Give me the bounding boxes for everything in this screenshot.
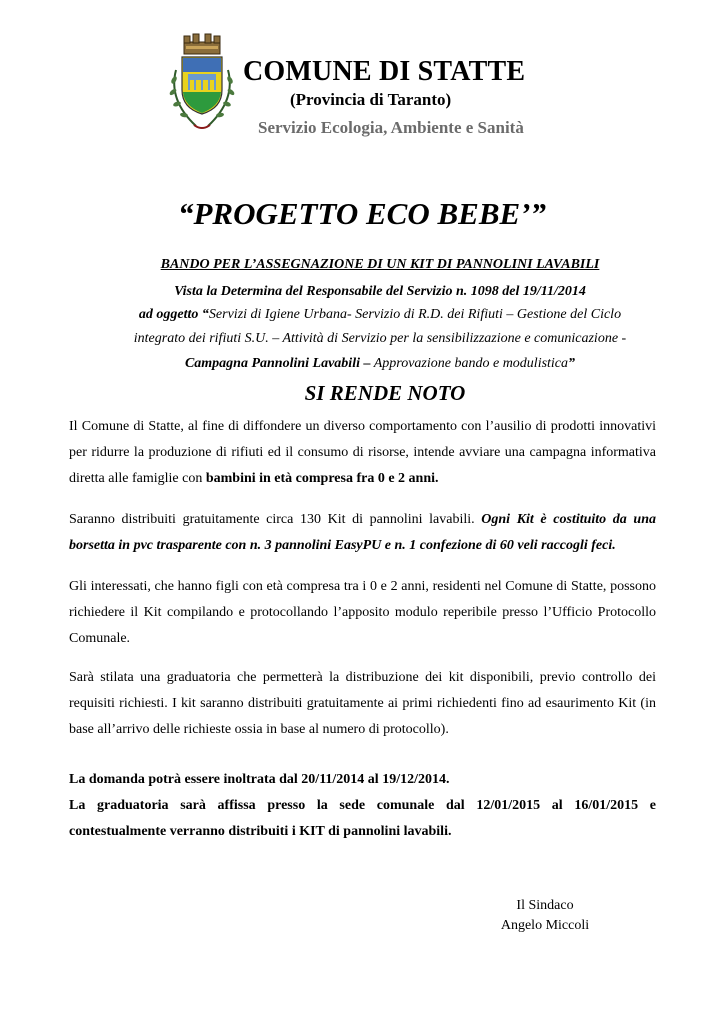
service-name: Servizio Ecologia, Ambiente e Sanità [258,118,524,137]
si-rende-noto-heading: SI RENDE NOTO [304,381,466,405]
signature-block [490,896,600,936]
paragraph-dates [69,767,656,845]
paragraph-intro-bold: bambini in età compresa fra 0 e 2 anni. [205,471,439,486]
municipal-crest-icon [162,30,242,140]
oggetto-text: Servizi di Igiene Urbana- Servizio di R.D. dei Rifiuti – Gestione del Ciclo [208,307,622,322]
paragraph-eligibility: Gli interessati, che hanno figli con età compresa tra i 0 e 2 anni, residenti nel Comune di Statte, possono richiedere il Kit compilando e protocollando l’apposito modulo reperibile presso l’Ufficio Protocollo Comunale. [69,579,656,646]
campagna-line [0,356,724,372]
paragraph-kit-text: Saranno distribuiti gratuitamente circa 130 Kit di pannolini lavabili. [69,512,482,527]
application-dates: La domanda potrà essere inoltrata dal 20/11/2014 al 19/12/2014. [69,772,450,787]
paragraph-intro [69,414,656,492]
oggetto-lead: ad oggetto “ [138,307,209,322]
oggetto-line [0,307,724,323]
municipality-title: COMUNE DI STATTE [243,56,526,87]
paragraph-kit [69,507,656,559]
campagna-text: Approvazione bando e modulistica [370,356,569,371]
campagna-bold: Campagna Pannolini Lavabili – [184,356,371,371]
signature-role: Il Sindaco [516,898,574,913]
signature-name: Angelo Miccoli [500,918,590,933]
paragraph-intro-text: Il Comune di Statte, al fine di diffondere un diverso comportamento con l’ausilio di prodotti innovativi per ridurre la produzione di rifiuti ed il consumo di risorse, intende avviare una campagna informativa diretta alle famiglie con [69,419,656,486]
paragraph-ranking: Sarà stilata una graduatoria che permetterà la distribuzione dei kit disponibili, previo controllo dei requisiti richiesti. I kit saranno distribuiti gratuitamente ai primi richiedenti fino ad esaurimento Kit (in base all’arrivo delle richieste ossia in base al numero di protocollo). [69,670,656,737]
ranking-dates: La graduatoria sarà affissa presso la sede comunale dal 12/01/2015 al 16/01/2015 e contestualmente verranno distribuiti i KIT di pannolini lavabili. [69,798,656,839]
province-subtitle: (Provincia di Taranto) [290,90,452,109]
paragraph-kit-bold: Ogni Kit è costituito da una borsetta in pvc trasparente con n. 3 pannolini EasyPU e n. 1 confezione di 60 veli raccogli feci. [69,512,656,553]
bando-heading: BANDO PER L’ASSEGNAZIONE DI UN KIT DI PANNOLINI LAVABILI [160,257,600,272]
determina-reference: Vista la Determina del Responsabile del Servizio n. 1098 del 19/11/2014 [174,284,586,299]
campagna-end: ” [568,356,576,371]
oggetto-continuation: integrato dei rifiuti S.U. – Attività di Servizio per la sensibilizzazione e comunicazione - [133,331,627,346]
project-title: “PROGETTO ECO BEBE’” [177,196,547,231]
